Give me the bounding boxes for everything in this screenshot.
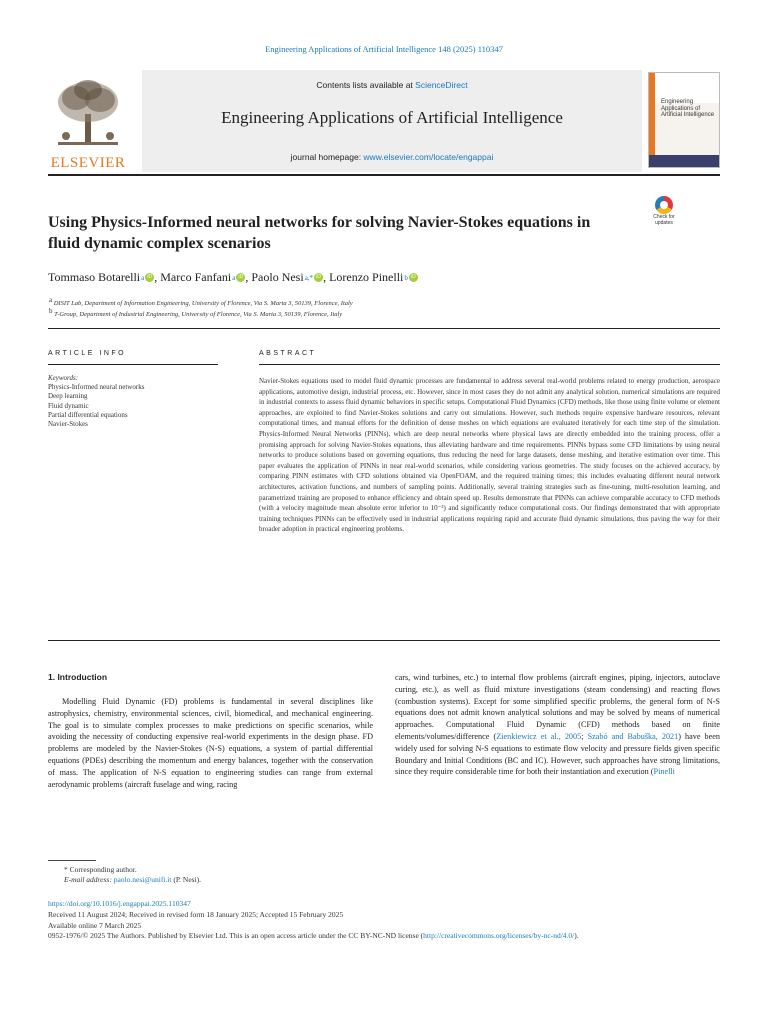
doi-link[interactable]: https://doi.org/10.1016/j.engappai.2025.110347: [48, 899, 191, 908]
citation-link[interactable]: Szabó and Babuška, 2021: [587, 731, 679, 741]
footnote-rule: [48, 860, 96, 861]
intro-paragraph-left: Modelling Fluid Dynamic (FD) problems is fundamental in several disciplines like astrophysics, chemistry, environmental sciences, civil, biomedical, and mechanical engineering. The goal is to simulate complex processes to make predictions on specific scenarios, while avoiding the necessity of conducting expensive real-world experiments in the design phase. FD problems are modeled by the Navier-Stokes (N-S) equations, a system of partial differential equations (PDEs) describing the momentum and energy balances, together with the conservation of mass. The application of N-S equation to engineering studies can range from external aerodynamic problems (aircraft fuselage and wing, racing: [48, 697, 373, 789]
elsevier-tree-icon: [54, 78, 122, 148]
article-title: Using Physics-Informed neural networks for solving Navier-Stokes equations in fluid dynamic complex scenarios: [48, 214, 591, 252]
author-list: [48, 270, 720, 285]
affiliation: [48, 307, 720, 318]
check-for-updates-badge[interactable]: [646, 196, 682, 230]
orcid-icon[interactable]: iD: [236, 273, 245, 282]
author-affiliation-marker[interactable]: a: [232, 273, 236, 282]
affiliation-rule: [48, 328, 720, 329]
check-updates-label: Check for updates: [653, 214, 675, 226]
orcid-icon[interactable]: iD: [145, 273, 154, 282]
license-link[interactable]: http://creativecommons.org/licenses/by-nc-nd/4.0/: [423, 931, 575, 941]
cover-title: Engineering Applications of Artificial Intelligence: [661, 99, 715, 118]
header-rule: [48, 174, 720, 176]
orcid-icon[interactable]: iD: [409, 273, 418, 282]
author-name: Paolo Nesi: [251, 270, 304, 284]
author-affiliation-marker[interactable]: a,*: [304, 273, 314, 282]
keyword: Navier-Stokes: [48, 420, 88, 429]
cover-accent-bar: [649, 73, 655, 167]
homepage-line: [142, 152, 642, 162]
article-info-rule: [48, 364, 218, 365]
email-suffix: (P. Nesi).: [171, 875, 202, 885]
citation-link[interactable]: Zienkiewicz et al., 2005: [496, 731, 582, 741]
sciencedirect-link[interactable]: ScienceDirect: [415, 80, 468, 90]
journal-cover-thumbnail[interactable]: [648, 72, 720, 168]
email-link[interactable]: paolo.nesi@unifi.it: [113, 875, 172, 885]
author-separator: ,: [245, 270, 252, 284]
publisher-name: ELSEVIER: [50, 155, 126, 171]
journal-title: Engineering Applications of Artificial Intelligence: [221, 108, 563, 127]
check-updates-icon: [655, 196, 673, 214]
keyword: Fluid dynamic: [48, 401, 89, 410]
contents-prefix: Contents lists available at: [316, 80, 416, 90]
corresponding-text: Corresponding author.: [69, 865, 137, 874]
author-name: Marco Fanfani: [160, 270, 232, 284]
homepage-prefix: journal homepage:: [290, 152, 364, 162]
journal-reference[interactable]: Engineering Applications of Artificial Intelligence 148 (2025) 110347: [265, 44, 503, 54]
intro-paragraph-right: [395, 672, 720, 778]
citation-link[interactable]: Pinelli: [653, 767, 675, 777]
email-note: [48, 875, 720, 885]
section-heading-introduction: 1. Introduction: [48, 672, 108, 682]
affiliation-text: T-Group, Department of Industrial Engineering, University of Florence, Via S. Marta 3, 50139, Florence, Italy: [54, 311, 343, 319]
citation-separator: ;: [581, 731, 588, 741]
copyright-text: 0952-1976/© 2025 The Authors. Published by Elsevier Ltd. This is an open access article under the CC BY-NC-ND license (: [48, 931, 424, 941]
copyright-license: [48, 931, 720, 942]
journal-header-box: [142, 70, 642, 172]
abstract-end-rule: [48, 640, 720, 641]
author[interactable]: [160, 270, 245, 285]
keyword: Deep learning: [48, 392, 88, 401]
author-affiliation-marker[interactable]: b: [404, 273, 408, 282]
email-label: E-mail address:: [64, 875, 114, 885]
journal-homepage-link[interactable]: www.elsevier.com/locate/engappai: [363, 152, 494, 162]
affiliation-marker: b: [49, 307, 53, 315]
keywords-title: Keywords:: [48, 374, 79, 382]
publication-meta: [48, 899, 720, 942]
footnotes: [48, 865, 720, 886]
orcid-icon[interactable]: iD: [314, 273, 323, 282]
keyword: Physics-Informed neural networks: [48, 383, 145, 392]
affiliation-text: DISIT Lab, Department of Information Engineering, University of Florence, Via S. Marta 3, 50139, Florence, Italy: [53, 300, 353, 308]
elsevier-logo[interactable]: [48, 78, 128, 172]
author-separator: ,: [154, 270, 161, 284]
author-name: Tommaso Botarelli: [48, 270, 141, 284]
intro-text: ) have been widely used for solving N-S equations to estimate flow velocity and pressure fields given specific Boundary and Initial Conditions (BC and IC). However, such approaches have strong limitations, since they require considerable time for both their instantiation and execution (: [395, 731, 721, 777]
abstract-heading: ABSTRACT: [259, 350, 317, 357]
copyright-suffix: ).: [574, 931, 579, 941]
received-dates: Received 11 August 2024; Received in revised form 18 January 2025; Accepted 15 February 2025: [48, 909, 344, 919]
author[interactable]: [251, 270, 323, 285]
keyword: Partial differential equations: [48, 410, 128, 419]
author[interactable]: [329, 270, 418, 285]
available-online: Available online 7 March 2025: [48, 920, 142, 930]
abstract-rule: [259, 364, 720, 365]
cover-footer: [649, 155, 719, 167]
author[interactable]: [48, 270, 154, 285]
abstract-text: Navier-Stokes equations used to model fluid dynamic processes are fundamental to address several real-world problems related to energy production, aerospace applications, automotive design, industrial process, etc. However, since in most cases they do not admit any analytical solution, numerical simulations are required in industrial contexts to assess fluid dynamic behaviors in specific setups. Computational Fluid Dynamics (CFD) methods, like those using finite volume or element approaches, are exploited to find Navier-Stokes solutions and carry out simulations. However, such methods require expensive hardware resources, relevant computational times, and manual efforts for the definition of dense meshes on which equations are evaluated iteratively for each time step of the simulation. Physics-Informed Neural Networks (PINNs), which are deep neural networks where physical laws are directly embedded into the training process, offer a promising approach for solving Navier-Stokes equations, thus alleviating hardware and time requirements. PINNs bypass some CFD limitations by using neural networks to produce solutions based on governing equations, thus reducing the need for large datasets, dense meshing, and iterative estimation over time. This paper evaluates the application of PINNs in near real-world scenarios, while considering various geometries. The study focuses on the achieved accuracy, by comparing PINN estimates with CFD solutions obtained via OpenFOAM, and the required training times; this includes evaluating different neural network architectures, activation functions, and numbers of sampling points. Additionally, several training strategies such as fine-tuning, multi-resolution learning, and parametrized training are proposed to enhance efficiency and obtain speed up. Results demonstrate that PINNs can achieve comparable accuracy to CFD methods (with a velocity magnitude mean absolute error inferior to 10⁻²) and significantly reduce computational costs. Our findings demonstrated that with appropriate training techniques PINNs can be effectively used in industrial applications requiring rapid and accurate fluid dynamic simulations, thus paving the way for their broader adoption in practical engineering problems.: [259, 377, 720, 534]
masthead: [48, 70, 720, 172]
article-info-heading: ARTICLE INFO: [48, 350, 127, 357]
affiliation: [48, 296, 720, 307]
affiliation-marker: a: [49, 296, 53, 304]
author-separator: ,: [323, 270, 330, 284]
keywords-block: [48, 374, 218, 429]
author-name: Lorenzo Pinelli: [329, 270, 404, 284]
corresponding-author-note: * Corresponding author.: [64, 865, 137, 874]
contents-line: [142, 80, 642, 90]
author-affiliation-marker[interactable]: a: [141, 273, 145, 282]
intro-text: cars, wind turbines, etc.) to internal flow problems (aircraft engines, piping, injectors, autoclave curing, etc.), as well as fluid mixture investigations (steam condensing) and reacting flows (combustion systems). Except for some simplified specific problems, the general form of N-S equations does not admit known analytical solutions and may be solved by means of numerical approaches. Computational Fluid Dynamic (CFD) methods based on finite elements/volumes/difference (: [395, 673, 720, 741]
